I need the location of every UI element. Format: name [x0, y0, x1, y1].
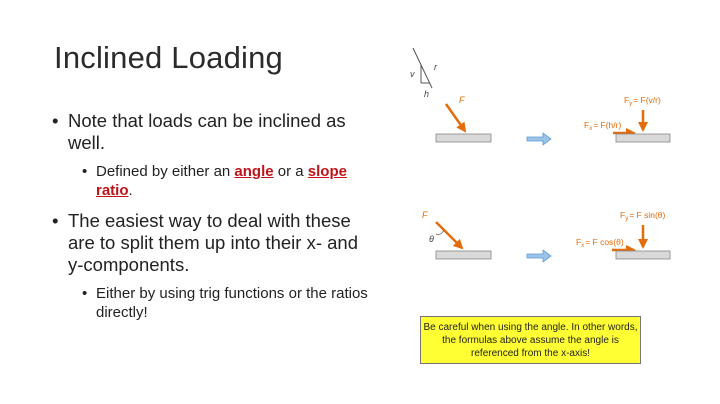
top-left-beam	[436, 134, 491, 142]
sub-bullet-mid: or a	[273, 163, 308, 180]
top-force-label: F	[459, 95, 465, 105]
triangle-r-label: r	[434, 62, 437, 72]
keyword-slope-ratio: slope ratio	[96, 163, 347, 199]
bottom-force-label: F	[422, 210, 428, 220]
top-fy-formula: $F_y= F(v/r)$	[624, 95, 661, 107]
bottom-equivalence-arrow	[527, 250, 551, 262]
triangle-v-label: v	[410, 69, 415, 79]
sub-bullet-suffix: .	[128, 182, 133, 199]
sub-bullet-trig-or-ratios: • Either by using trig functions or the ratios directly!	[82, 284, 372, 322]
top-inclined-force	[446, 95, 465, 131]
bottom-left-beam	[436, 251, 491, 259]
sub-bullet-prefix: Defined by either an	[96, 163, 235, 180]
top-right-beam	[616, 134, 670, 142]
bottom-right-beam	[616, 251, 670, 259]
angle-theta-label: θ	[429, 234, 434, 244]
top-fx-formula: $F_x= F(h/r)$	[584, 120, 622, 132]
triangle-h-label: h	[424, 89, 430, 99]
keyword-angle: angle	[234, 163, 274, 180]
bullet-inclined-loads: • Note that loads can be inclined as well.	[52, 110, 372, 154]
bullet-split-components: • The easiest way to deal with these are to split them up into their x- and y-components.	[52, 210, 372, 276]
slope-triangle	[410, 48, 438, 99]
bottom-fy-formula: $F_y= F$ sin(θ)	[620, 210, 666, 222]
bottom-components	[576, 210, 666, 250]
bottom-inclined-force	[422, 210, 462, 248]
top-components	[584, 95, 661, 133]
slide-title: Inclined Loading	[54, 40, 283, 75]
top-equivalence-arrow	[527, 133, 551, 145]
warning-note: Be careful when using the angle. In other words, the formulas above assume the angle is referenced from the x-axis!	[420, 316, 641, 364]
bottom-fx-formula: $F_x= F$ cos(θ)	[576, 237, 624, 249]
